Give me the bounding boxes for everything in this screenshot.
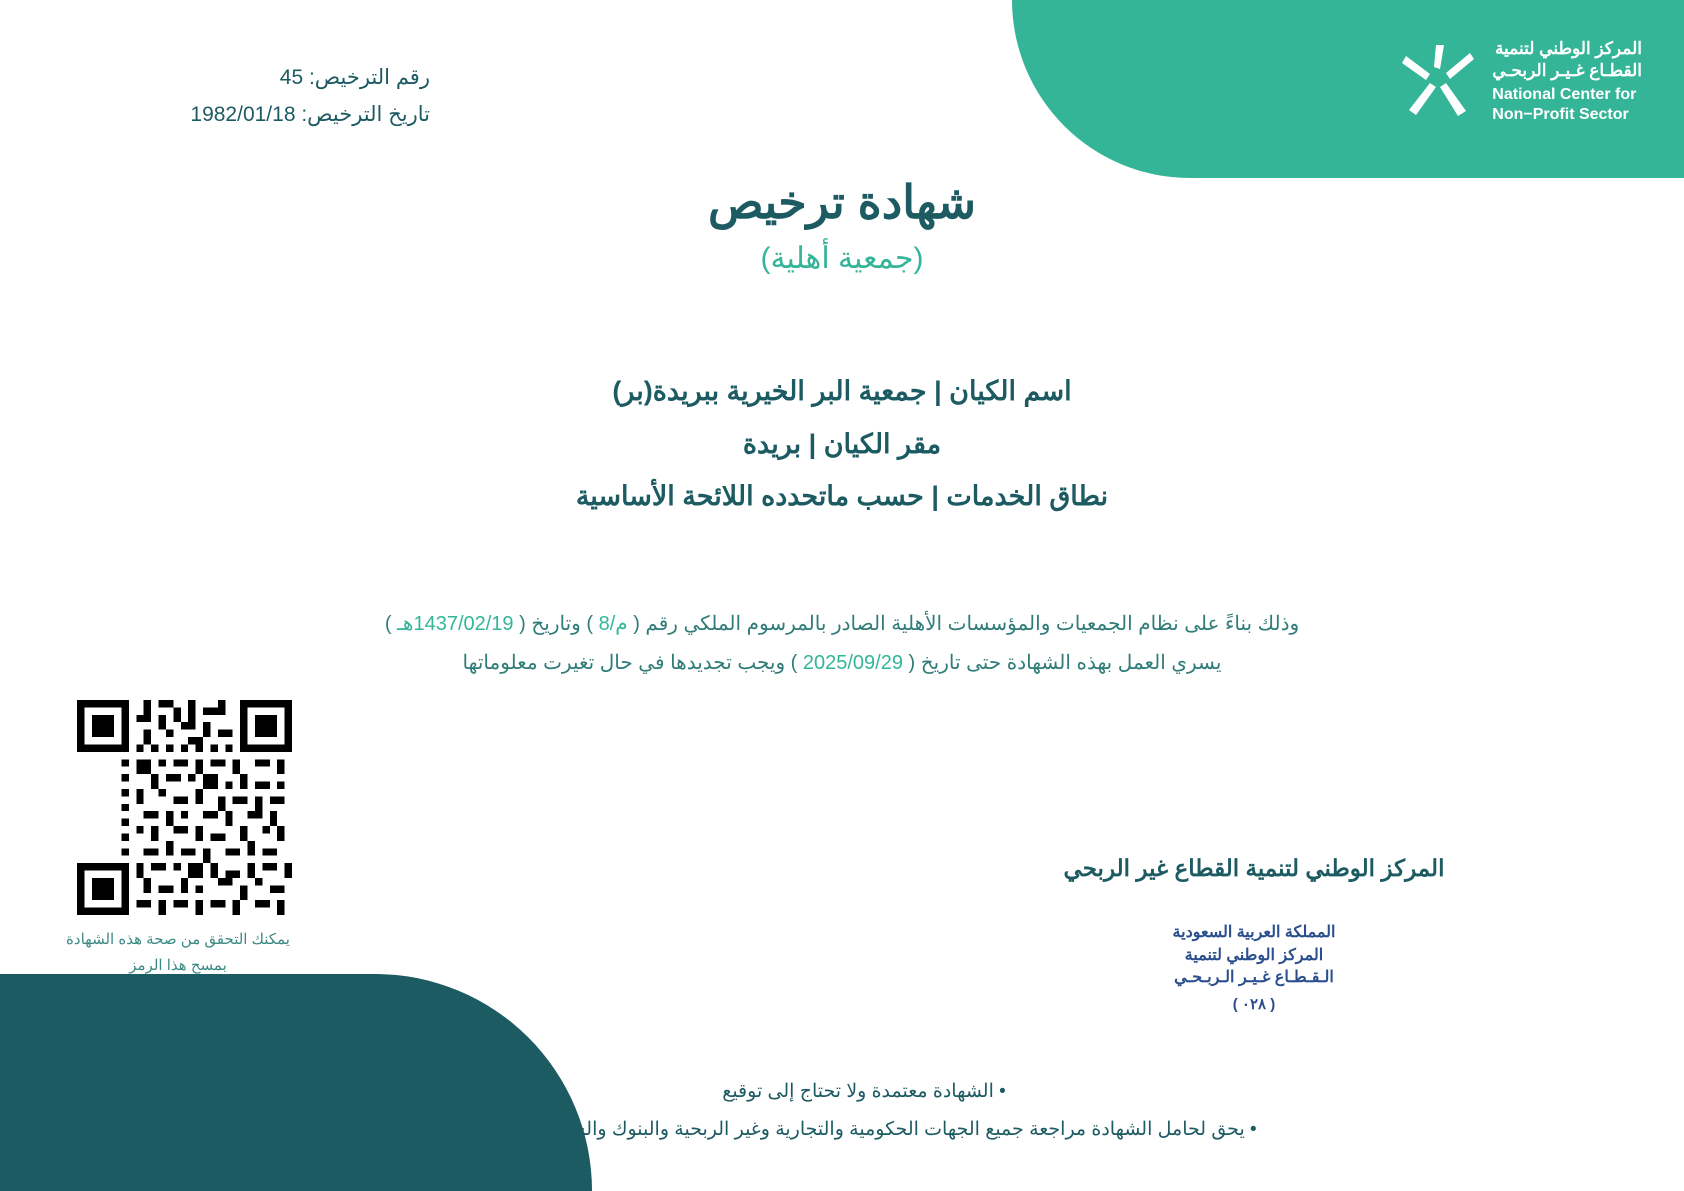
stamp-line-2: المركز الوطني لتنمية xyxy=(1184,946,1324,964)
issuing-authority-name: المركز الوطني لتنمية القطاع غير الربحي xyxy=(1063,855,1445,881)
certificate-subtitle: (جمعية أهلية) xyxy=(760,242,924,275)
logo-arabic-line-2: القطـاع غـيـر الربحـي xyxy=(1492,60,1642,80)
expiry-date: 2025/09/29 xyxy=(802,652,903,674)
royal-decree-number: م/8 xyxy=(598,613,628,635)
footer-note-2: • يحق لحامل الشهادة مراجعة جميع الجهات الحكومية والتجارية وغير الربحية والبنوك والشركات المالية xyxy=(471,1119,1257,1140)
stamp-line-3: الـقـطـاع غـيـر الـربـحـي xyxy=(1174,969,1334,987)
footer-notes xyxy=(44,1073,1684,1149)
legal-line-2 xyxy=(0,644,1684,683)
logo-english-line-2: Non−Profit Sector xyxy=(1492,105,1629,123)
entity-name: اسم الكيان | جمعية البر الخيرية ببريدة(بر) xyxy=(612,376,1072,406)
royal-decree-date: 1437/02/19هـ xyxy=(397,613,514,635)
legal-line-1-part-3: ) xyxy=(384,613,398,635)
qr-code-icon[interactable] xyxy=(77,700,292,915)
logo-text xyxy=(1492,38,1642,125)
entity-service-scope: نطاق الخدمات | حسب ماتحدده اللائحة الأساسية xyxy=(575,481,1109,512)
verification-qr-area xyxy=(62,700,292,978)
legal-statement xyxy=(0,605,1684,683)
legal-line-2-part-1: يسري العمل بهذه الشهادة حتى تاريخ ( xyxy=(902,652,1222,674)
issuing-authority-block xyxy=(1014,855,1494,1015)
official-stamp xyxy=(1014,922,1494,1015)
starburst-icon xyxy=(1400,43,1476,121)
license-date: تاريخ الترخيص: 1982/01/18 xyxy=(190,102,430,126)
license-meta xyxy=(0,60,430,134)
stamp-line-1: المملكة العربية السعودية xyxy=(1172,924,1336,941)
qr-caption: يمكنك التحقق من صحة هذه الشهادة بمسح هذا الرمز xyxy=(66,931,290,974)
legal-line-1-part-2: ) وتاريخ ( xyxy=(513,613,599,635)
entity-details xyxy=(0,365,1684,523)
entity-location: مقر الكيان | بريدة xyxy=(742,428,942,459)
legal-line-1-part-1: وذلك بناءً على نظام الجمعيات والمؤسسات الأهلية الصادر بالمرسوم الملكي رقم ( xyxy=(627,613,1300,635)
logo-arabic-line-1: المركز الوطني لتنمية xyxy=(1494,39,1642,58)
certificate-title-block xyxy=(0,175,1684,276)
page-title: شهادة ترخيص xyxy=(708,176,976,228)
legal-line-1 xyxy=(0,605,1684,644)
legal-line-2-part-2: ) ويجب تجديدها في حال تغيرت معلوماتها xyxy=(462,652,803,674)
organization-logo xyxy=(1400,38,1642,125)
footer-note-1: • الشهادة معتمدة ولا تحتاج إلى توقيع xyxy=(722,1081,1006,1102)
logo-english-line-1: National Center for xyxy=(1492,85,1637,103)
stamp-number: ( ٠٢٨ ) xyxy=(1232,996,1276,1014)
license-number: رقم الترخيص: 45 xyxy=(279,66,430,89)
